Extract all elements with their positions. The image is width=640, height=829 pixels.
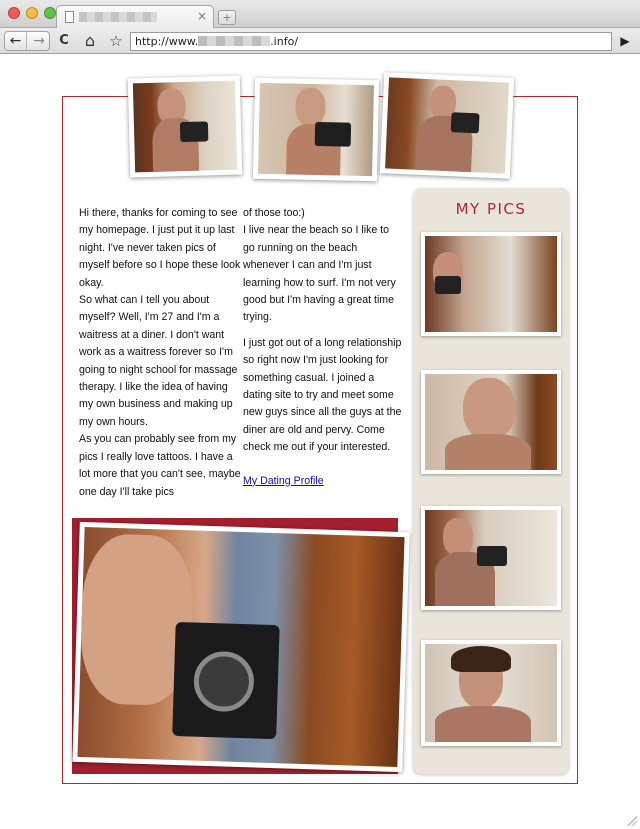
sidebar-photo-2[interactable] <box>421 370 561 474</box>
browser-tab[interactable] <box>56 5 214 28</box>
intro-text-column-1 <box>79 205 241 501</box>
go-button[interactable]: ▶ <box>620 34 630 48</box>
sidebar-photo-4[interactable] <box>421 640 561 746</box>
header-photo-2 <box>253 78 379 182</box>
new-tab-button[interactable]: + <box>218 10 236 25</box>
url-domain-redacted <box>198 36 270 46</box>
header-photo-3 <box>380 72 514 179</box>
window-resize-handle[interactable] <box>627 816 637 826</box>
forward-button[interactable]: → <box>33 33 45 49</box>
sidebar-photo-1[interactable] <box>421 232 561 336</box>
selfie-image <box>385 77 509 173</box>
window-controls <box>8 7 56 19</box>
selfie-image <box>77 527 404 767</box>
relationship-paragraph: I just got out of a long relationship so right now I'm just looking for something casual. I joined a dating site to try and meet some new guys since all the guys at the diner are old and pervy. Come check me out if your interested. <box>243 336 402 454</box>
document-icon <box>65 11 74 23</box>
selfie-image <box>425 374 557 470</box>
my-pics-sidebar <box>413 188 569 774</box>
sidebar-title: MY PICS <box>455 200 527 218</box>
back-forward-group <box>4 31 50 51</box>
header-photo-1 <box>128 76 243 178</box>
zoom-window-button[interactable] <box>44 7 56 19</box>
selfie-image <box>258 83 374 176</box>
tab-title-redacted <box>79 12 157 22</box>
reload-icon[interactable]: C <box>59 33 69 48</box>
browser-toolbar <box>0 28 640 54</box>
window-titlebar <box>0 0 640 28</box>
beach-paragraph: I live near the beach so I like to go running on the beach whenever I can and I'm just learning how to surf. I'm not very good but I'm having a great time trying. <box>243 224 396 324</box>
minimize-window-button[interactable] <box>26 7 38 19</box>
continuation-text: of those too:) <box>243 207 305 219</box>
sidebar-photo-3[interactable] <box>421 506 561 610</box>
address-bar[interactable] <box>130 32 612 51</box>
about-paragraph: So what can I tell you about myself? Well, I'm 27 and I'm a waitress at a diner. I don't want work as a waitress forever so I'm going to night school for massage therapy. I like the idea of having my own business and making up my own hours. <box>79 294 238 428</box>
featured-photo <box>72 522 409 772</box>
selfie-image <box>425 644 557 742</box>
home-icon[interactable]: ⌂ <box>84 31 96 50</box>
selfie-image <box>425 510 557 606</box>
url-prefix: http://www. <box>135 35 199 48</box>
tattoo-paragraph: As you can probably see from my pics I really love tattoos. I have a lot more that you can't see, maybe one day I'll take pics <box>79 433 241 498</box>
intro-text-column-2 <box>243 205 403 490</box>
back-button[interactable]: ← <box>5 32 27 50</box>
dating-profile-link[interactable]: My Dating Profile <box>243 474 324 487</box>
tab-close-icon[interactable]: × <box>196 9 207 23</box>
bookmark-star-icon[interactable]: ☆ <box>109 32 123 50</box>
selfie-image <box>133 81 237 173</box>
intro-paragraph: Hi there, thanks for coming to see my homepage. I just put it up last night. I've never taken pics of myself before so I hope these look okay. <box>79 207 241 289</box>
selfie-image <box>425 236 557 332</box>
url-suffix: .info/ <box>270 35 299 48</box>
close-window-button[interactable] <box>8 7 20 19</box>
